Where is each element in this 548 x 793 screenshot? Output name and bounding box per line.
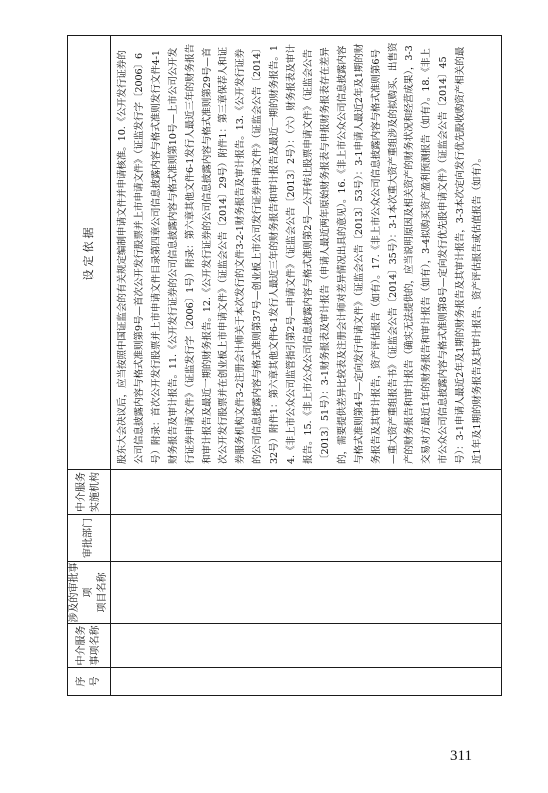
header-service-name-line-2: 事项名称 (90, 625, 101, 666)
rotated-table-container (67, 36, 502, 696)
header-agency-line-1: 中介服务 (76, 472, 87, 512)
row-agency (111, 470, 502, 515)
header-service-name (68, 624, 111, 668)
row-basis-text: 股东大会决议后，应当按照中国证监会的有关规定编制申请文件并申请核准。10.《公开发行证券的公司信息披露内容与格式准则第9号—首次公开发行股票并上市申请文件》（证监发行字〔2006〕6号）附录：首次公开发行股票并上市申请文件目录第四章公司信息披露内容与格式准则发行文件4-1财务报告及审计报告。11.《公开发行证券的公司信息披露内容与格式准则第10号—上市公司公开发行证券申请文件》（证监发行字〔2006〕1号）附录：第六章其他文件6-1发行人最近三年的财务报告和审计报告及最近一期的财务报告。12.《公开发行证券的公司信息披露内容与格式准则第29号—首次公开发行股票并在创业板上市申请文件》（证监会公告〔2014〕29号）附件1：第三章保荐人和证券服务机构文件3-2注册会计师关于本次发行的文件3-2-1财务报告及审计报告。13.《公开发行证券的公司信息披露内容与格式准则第37号—创业板上市公司发行证券申请文件》（证监会公告〔2014〕32号）附件1：第六章其他文件6-1发行人最近三年的财务报告和审计报告及最近一期的财务报告。14.《非上市公众公司监管指引第2号—申请文件》（证监会公告〔2013〕2号）：（六）财务报表及审计报告。15.《非上市公众公司信息披露内容与格式准则第2号—公开转让股票申请文件》（证监会公告〔2013〕51号）：3-1财务报表及审计报告（申请人最近两年原始财务报表与申报财务报表存在差异的，需要提供差异比较表及注册会计师对差异情况出具的意见）。16.《非上市公众公司信息披露内容与格式准则第4号—定向发行申请文件》（证监会公告〔2013〕53号）：3-1申请人最近2年及1期的财务报告及其审计报告，资产评估报告（如有）。17.《非上市公众公司信息披露内容与格式准则第6号—重大资产重组报告书》（证监会公告〔2014〕35号）：3-1本次重大资产重组涉及的拟购买、出售资产的财务报告和审计报告（确实无法提供的，应当说明原因及相关资产的财务状况和经营成果），3-3交易对方最近1年的财务报告和审计报告（如有），3-4拟购买资产盈利预测报告（如有）。18.《非上市公众公司信息披露内容与格式准则第8号—定向发行优先股申请文件》（证监会公告〔2014〕45号）：3-1申请人最近2年及1期的财务报告及其审计报告，3-3本次定向发行优先股收购资产相关的最近1年及1期的财务报告及其审计报告、资产评估报告或估值报告（如有）。 (111, 36, 502, 470)
header-basis: 设定依据 (68, 36, 111, 470)
row-seq (111, 668, 502, 696)
header-approval-item (68, 562, 111, 624)
header-seq-line-1: 序 (76, 676, 87, 687)
header-service-name-line-1: 中介服务 (76, 625, 87, 666)
row-dept (111, 515, 502, 562)
header-dept (68, 515, 111, 562)
header-approval-item-line-1: 涉及的审批事项 (69, 562, 94, 623)
header-dept-line-1: 审批部门 (83, 518, 94, 558)
header-seq (68, 668, 111, 696)
header-agency (68, 470, 111, 515)
page-number: 311 (450, 748, 472, 764)
table-header-row (68, 36, 111, 696)
table-row (111, 36, 502, 696)
row-service-name (111, 624, 502, 668)
header-agency-line-2: 实施机构 (90, 472, 101, 512)
approval-items-table (67, 35, 502, 696)
header-seq-line-2: 号 (90, 676, 101, 687)
header-approval-item-line-2: 项目名称 (97, 572, 108, 613)
row-approval-item (111, 562, 502, 624)
